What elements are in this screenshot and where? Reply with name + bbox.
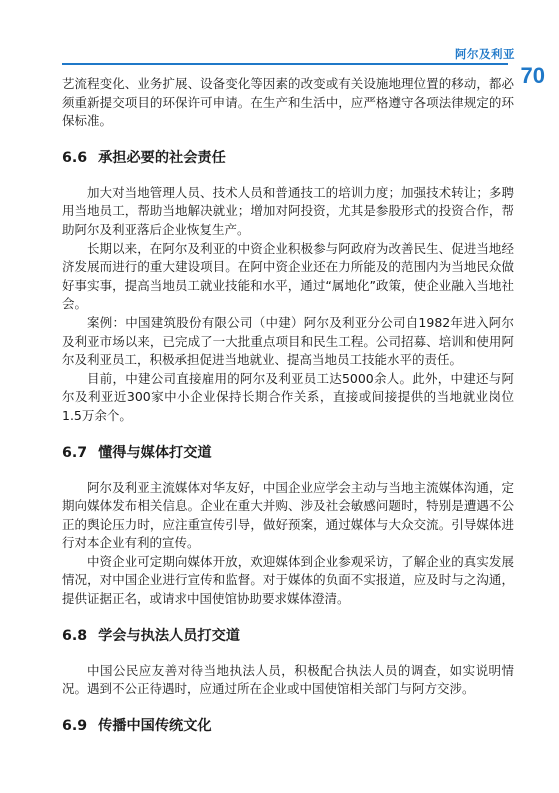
section-title: 学会与执法人员打交道 <box>98 627 240 644</box>
paragraph: 阿尔及利亚主流媒体对华友好，中国企业应学会主动与当地主流媒体沟通，定期向媒体发布相关信息。企业在重大并购、涉及社会敏感问题时，特别是遭遇不公正的舆论压力时，应注重宣传引导，做好预案，通过媒体与大众交流。引导媒体进行对本企业有利的宣传。 <box>62 479 514 551</box>
header-rule <box>62 63 508 65</box>
running-header-label: 阿尔及利亚 <box>455 47 515 61</box>
paragraph: 中资企业可定期向媒体开放，欢迎媒体到企业参观采访，了解企业的真实发展情况，对中国企业进行宣传和监督。对于媒体的负面不实报道，应及时与之沟通，提供证据正名，或请求中国使馆协助要求媒体澄清。 <box>62 553 514 607</box>
page-body <box>62 75 514 752</box>
paragraph: 中国公民应友善对待当地执法人员，积极配合执法人员的调查，如实说明情况。遇到不公正待遇时，应通过所在企业或中国使馆相关部门与阿方交涉。 <box>62 662 514 697</box>
section-number: 6.6 <box>62 149 88 166</box>
section-title: 承担必要的社会责任 <box>98 149 226 166</box>
section-heading-6-8 <box>62 626 514 646</box>
section-heading-6-9 <box>62 716 514 736</box>
section-heading-6-6 <box>62 148 514 168</box>
section-title: 懂得与媒体打交道 <box>98 444 212 461</box>
section-title: 传播中国传统文化 <box>98 717 212 734</box>
case-paragraph: 案例：中国建筑股份有限公司（中建）阿尔及利亚分公司自1982年进入阿尔及利亚市场以来，已完成了一大批重点项目和民生工程。公司招募、培训和使用阿尔及利亚员工，积极承担促进当地就业、提高当地员工技能水平的责任。 <box>62 314 514 368</box>
section-heading-6-7 <box>62 443 514 463</box>
page-number: 70 <box>520 63 545 88</box>
paragraph: 目前，中建公司直接雇用的阿尔及利亚员工达5000余人。此外，中建还与阿尔及利亚近300家中小企业保持长期合作关系，直接或间接提供的当地就业岗位1.5万余个。 <box>62 370 514 423</box>
section-number: 6.7 <box>62 444 88 461</box>
section-number: 6.8 <box>62 627 88 644</box>
intro-paragraph: 艺流程变化、业务扩展、设备变化等因素的改变或有关设施地理位置的移动，都必须重新提交项目的环保许可申请。在生产和生活中，应严格遵守各项法律规定的环保标准。 <box>62 76 514 129</box>
paragraph: 长期以来，在阿尔及利亚的中资企业积极参与阿政府为改善民生、促进当地经济发展而进行的重大建设项目。在阿中资企业还在力所能及的范围内为当地民众做好事实事，提高当地员工就业技能和水平，通过“属地化”政策，使企业融入当地社会。 <box>62 240 514 312</box>
paragraph: 加大对当地管理人员、技术人员和普通技工的培训力度；加强技术转让；多聘用当地员工，帮助当地解决就业；增加对阿投资，尤其是参股形式的投资合作，帮助阿尔及利亚落后企业恢复生产。 <box>62 184 514 237</box>
section-number: 6.9 <box>62 717 88 734</box>
